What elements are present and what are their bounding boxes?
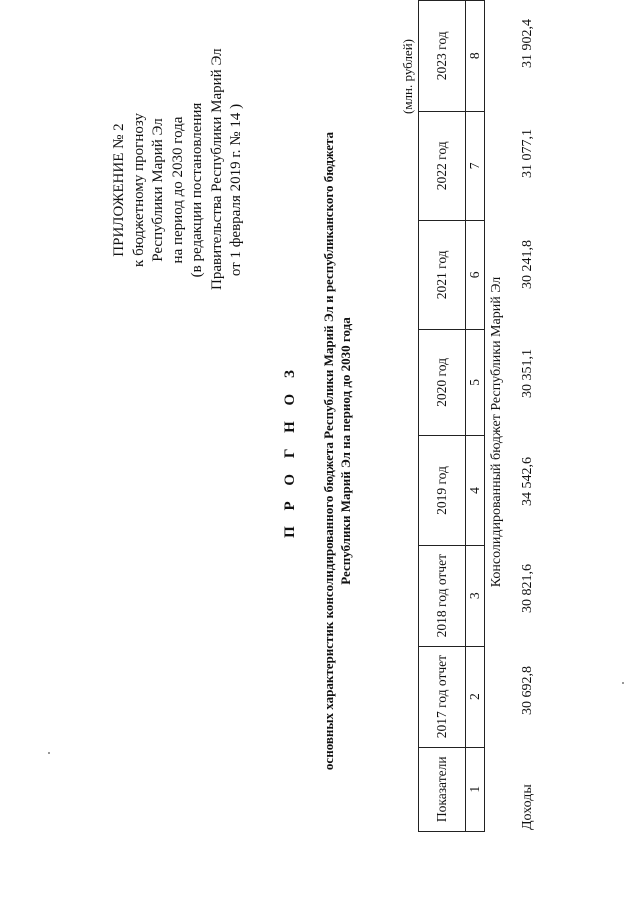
subtitle-line: основных характеристик консолидированного бюджета Республики Марий Эл и республиканского бюджета (321, 131, 336, 771)
row-value: 31 902,4 (520, 19, 535, 68)
appendix-line: Правительства Республики Марий Эл (208, 48, 225, 290)
header-cell: Показатели (419, 747, 466, 831)
header-cell: 2017 год отчет (419, 646, 466, 747)
document-title: П Р О Г Н О З (282, 364, 298, 538)
appendix-line: к бюджетному прогнозу (130, 113, 147, 267)
scan-speck (622, 682, 624, 684)
subtitle-line: Республики Марий Эл на период до 2030 года (338, 317, 353, 585)
column-number: 5 (466, 329, 485, 436)
column-number: 4 (466, 436, 485, 546)
column-number: 1 (466, 747, 485, 831)
column-number-row (466, 1, 485, 832)
column-number: 7 (466, 111, 485, 221)
column-number: 2 (466, 646, 485, 747)
header-cell: 2018 год отчет (419, 545, 466, 646)
header-cell: 2019 год (419, 436, 466, 546)
appendix-line: (в редакции постановления (189, 102, 205, 278)
row-value: 34 542,6 (520, 457, 535, 506)
appendix-line: от 1 февраля 2019 г. № 14 ) (228, 103, 244, 277)
column-number: 3 (466, 545, 485, 646)
row-value: 30 692,8 (520, 666, 535, 715)
header-cell: 2020 год (419, 329, 466, 436)
document-subtitle (320, 0, 354, 902)
appendix-line: ПРИЛОЖЕНИЕ № 2 (111, 123, 127, 257)
column-number: 8 (466, 1, 485, 112)
table-header-row (419, 1, 466, 832)
unit-label: (млн. рублей) (400, 39, 415, 114)
header-cell: 2023 год (419, 1, 466, 112)
appendix-line: Республики Марий Эл (150, 118, 166, 262)
row-value: 30 241,8 (520, 240, 535, 289)
appendix-line: на период до 2030 года (169, 116, 186, 264)
row-value: 30 821,6 (520, 564, 535, 613)
row-label: Доходы (520, 784, 535, 830)
scan-speck (48, 752, 50, 754)
column-number: 6 (466, 221, 485, 330)
header-cell: 2022 год (419, 111, 466, 221)
row-value: 31 077,1 (520, 129, 535, 178)
header-cell: 2021 год (419, 221, 466, 330)
section-heading: Консолидированный бюджет Республики Марий Эл (489, 276, 504, 588)
appendix-note (110, 48, 247, 290)
row-value: 30 351,1 (520, 349, 535, 398)
forecast-table (418, 0, 485, 832)
